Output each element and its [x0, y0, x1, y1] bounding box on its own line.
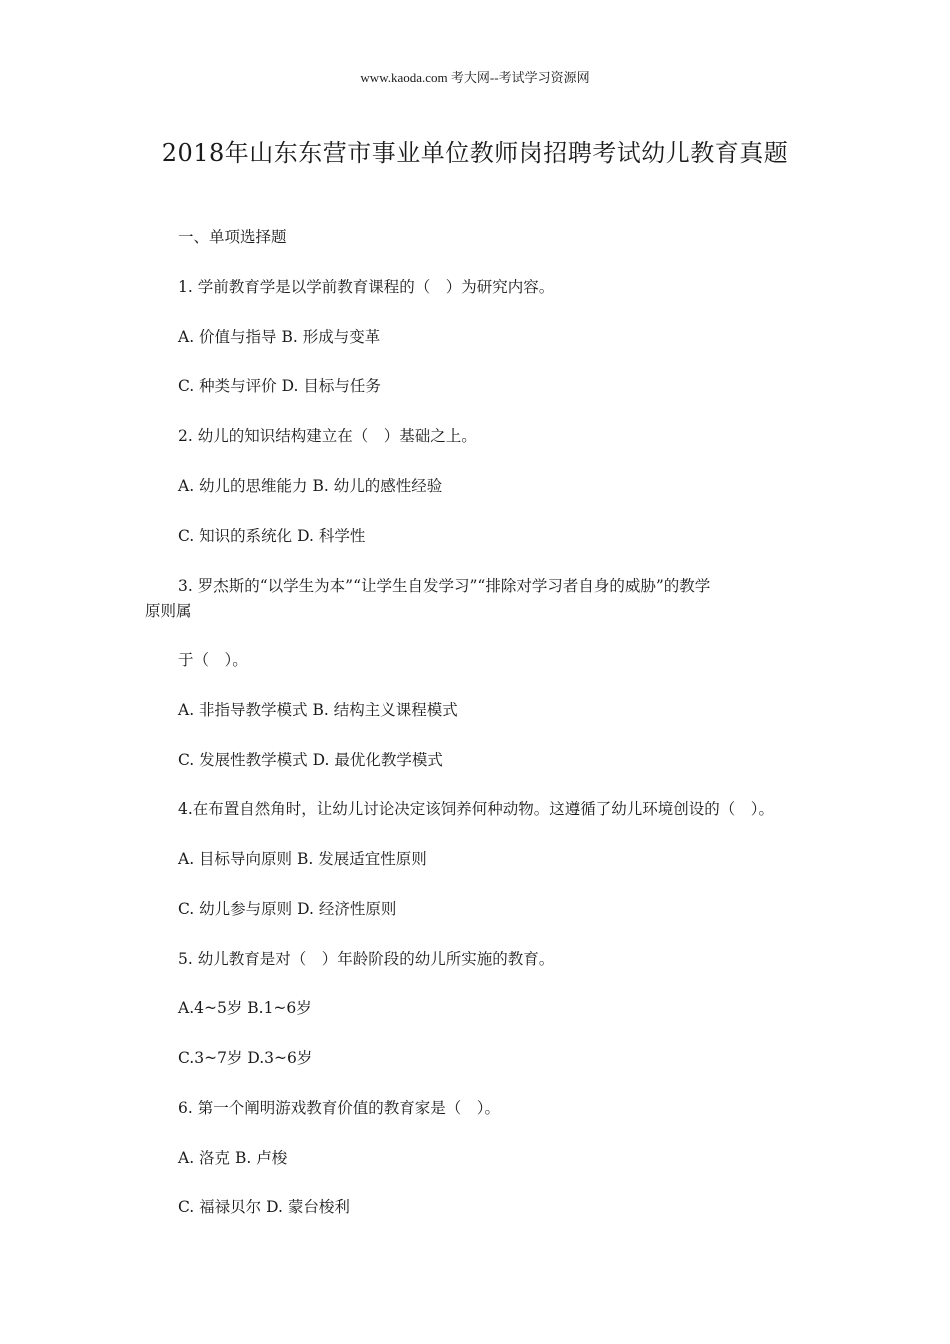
question-6-options-cd: C. 福禄贝尔 D. 蒙台梭利: [178, 1198, 350, 1216]
question-1: 1. 学前教育学是以学前教育课程的（ ）为研究内容。: [178, 278, 555, 296]
question-2-options-cd: C. 知识的系统化 D. 科学性: [178, 527, 366, 545]
question-4-options-ab: A. 目标导向原则 B. 发展适宜性原则: [178, 850, 427, 868]
question-4-options-cd: C. 幼儿参与原则 D. 经济性原则: [178, 900, 397, 918]
question-5-options-ab: A.4~5岁 B.1~6岁: [178, 999, 312, 1017]
question-2-options-ab: A. 幼儿的思维能力 B. 幼儿的感性经验: [178, 477, 443, 495]
question-2: 2. 幼儿的知识结构建立在（ ）基础之上。: [178, 427, 477, 445]
question-3-line-3: 于（ ）。: [178, 651, 248, 669]
question-1-options-ab: A. 价值与指导 B. 形成与变革: [178, 328, 381, 346]
question-5-options-cd: C.3~7岁 D.3~6岁: [178, 1049, 313, 1067]
question-1-options-cd: C. 种类与评价 D. 目标与任务: [178, 377, 381, 395]
question-4: 4.在布置自然角时，让幼儿讨论决定该饲养何种动物。这遵循了幼儿环境创设的（ ）。: [178, 800, 775, 818]
section-heading: 一、单项选择题: [178, 228, 287, 246]
question-3-options-ab: A. 非指导教学模式 B. 结构主义课程模式: [178, 701, 458, 719]
site-header: www.kaoda.com 考大网--考试学习资源网: [360, 70, 590, 85]
question-6-options-ab: A. 洛克 B. 卢梭: [178, 1149, 288, 1167]
question-3-line-1: 3. 罗杰斯的“以学生为本”“让学生自发学习”“排除对学习者自身的威胁”的教学: [178, 577, 711, 595]
question-5: 5. 幼儿教育是对（ ）年龄阶段的幼儿所实施的教育。: [178, 950, 555, 968]
question-3-options-cd: C. 发展性教学模式 D. 最优化教学模式: [178, 751, 443, 769]
question-6: 6. 第一个阐明游戏教育价值的教育家是（ ）。: [178, 1099, 500, 1117]
question-3-line-2: 原则属: [145, 602, 192, 620]
page-title: 2018年山东东营市事业单位教师岗招聘考试幼儿教育真题: [161, 139, 789, 167]
